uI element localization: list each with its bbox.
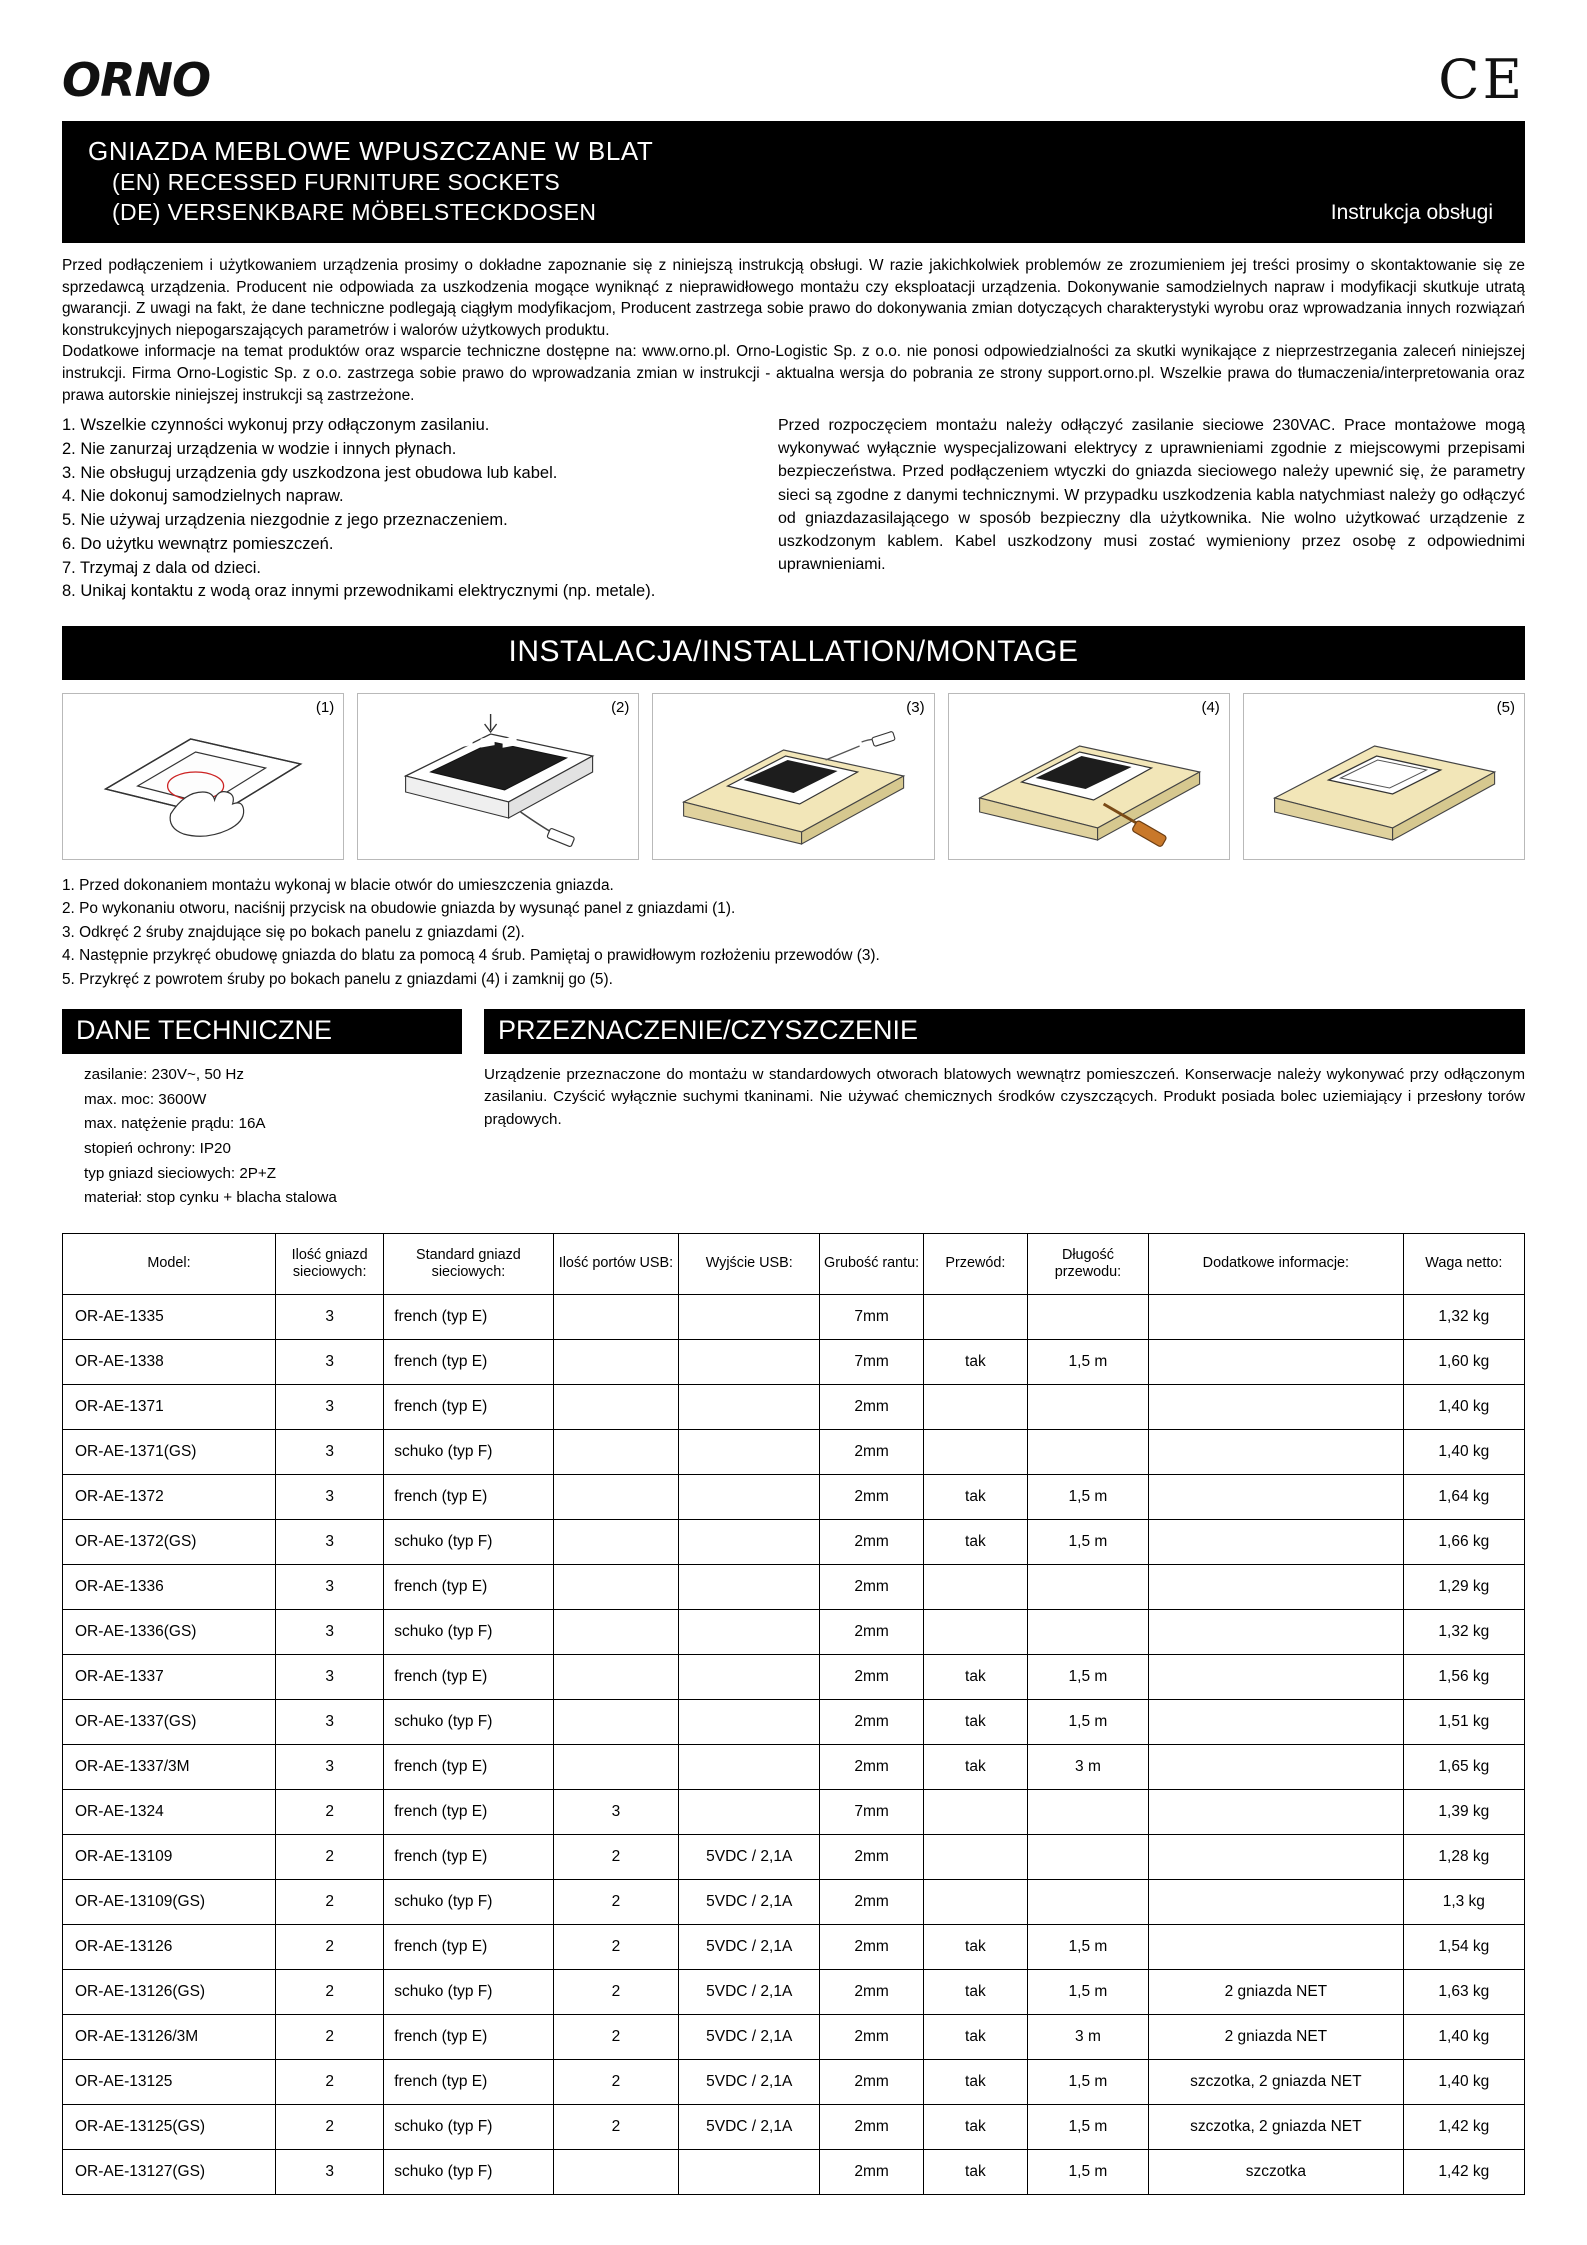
th-usb-output: Wyjście USB:	[679, 1233, 820, 1294]
cell-socket-count: 3	[276, 2149, 384, 2194]
cell-usb-count: 2	[553, 2104, 679, 2149]
cell-usb-output	[679, 1429, 820, 1474]
cell-usb-output	[679, 1519, 820, 1564]
title-band	[62, 121, 1525, 243]
th-net-weight: Waga netto:	[1403, 1233, 1524, 1294]
cell-extra-info	[1149, 1879, 1404, 1924]
safety-item: 6. Do użytku wewnątrz pomieszczeń.	[62, 534, 334, 553]
cell-cable: tak	[924, 2104, 1028, 2149]
cell-model: OR-AE-13126	[63, 1924, 276, 1969]
cell-model: OR-AE-1336(GS)	[63, 1609, 276, 1654]
cell-edge-thickness: 2mm	[820, 2014, 924, 2059]
cell-usb-output: 5VDC / 2,1A	[679, 1924, 820, 1969]
cell-cable: tak	[924, 1924, 1028, 1969]
cell-usb-count	[553, 1744, 679, 1789]
cell-edge-thickness: 2mm	[820, 1744, 924, 1789]
cell-usb-output	[679, 1744, 820, 1789]
cell-edge-thickness: 2mm	[820, 1474, 924, 1519]
cell-cable	[924, 1384, 1028, 1429]
installation-figure-1	[62, 693, 344, 860]
cell-socket-standard: schuko (typ F)	[384, 1609, 553, 1654]
table-row	[63, 1609, 1525, 1654]
cell-extra-info: 2 gniazda NET	[1149, 2014, 1404, 2059]
cell-edge-thickness: 2mm	[820, 1384, 924, 1429]
table-row	[63, 1564, 1525, 1609]
figure-2-illustration	[358, 694, 638, 859]
cell-net-weight: 1,65 kg	[1403, 1744, 1524, 1789]
safety-item: 3. Nie obsługuj urządzenia gdy uszkodzona jest obudowa lub kabel.	[62, 463, 558, 482]
cell-cable: tak	[924, 2014, 1028, 2059]
intro-paragraph-1: Przed podłączeniem i użytkowaniem urządzenia prosimy o dokładne zapoznanie się z niniejszą instrukcją obsługi. W razie jakichkolwiek problemów ze zrozumieniem jej treści prosimy o skontaktowanie się ze sprzedawcą urządzenia. Producent nie odpowiada za uszkodzenia mogące wyniknąć z nieprawidłowego montażu czy eksploatacji urządzenia. Dokonywanie samodzielnych napraw i modyfikacji skutkuje utratą gwarancji. Z uwagi na fakt, że dane techniczne podlegają ciągłym modyfikacjom, Producent zastrzega sobie prawo do dokonywania zmian dotyczących charakterystyki wyrobu oraz wprowadzania innych rozwiązań konstrukcyjnych niepogarszających parametrów i walorów użytkowych produktu.	[62, 257, 1525, 339]
cell-socket-standard: french (typ E)	[384, 1339, 553, 1384]
cell-socket-count: 2	[276, 2014, 384, 2059]
installation-band: INSTALACJA/INSTALLATION/MONTAGE	[62, 626, 1525, 680]
cell-usb-output	[679, 1699, 820, 1744]
technical-block	[62, 1009, 462, 1211]
installation-step: 2. Po wykonaniu otworu, naciśnij przycisk na obudowie gniazda by wysunąć panel z gniazdami (1).	[62, 900, 736, 918]
technical-spec-list	[62, 1054, 462, 1211]
cell-cable-length: 1,5 m	[1027, 1699, 1148, 1744]
cell-edge-thickness: 7mm	[820, 1789, 924, 1834]
cell-extra-info	[1149, 1384, 1404, 1429]
document-header	[62, 0, 1525, 121]
cell-cable	[924, 1834, 1028, 1879]
cell-model: OR-AE-13126(GS)	[63, 1969, 276, 2014]
safety-item: 7. Trzymaj z dala od dzieci.	[62, 558, 261, 577]
cell-socket-count: 3	[276, 1744, 384, 1789]
purpose-text: Urządzenie przeznaczone do montażu w standardowych otworach blatowych wewnątrz pomieszczeń. Konserwacje należy wykonywać przy odłączonym zasilaniu. Czyścić wyłącznie suchymi tkaninami. Nie używać chemicznych środków czyszczących. Produkt posiada bolec uziemiający i przesłony torów prądowych.	[484, 1066, 1525, 1128]
safety-list	[62, 414, 752, 604]
cell-usb-output: 5VDC / 2,1A	[679, 2059, 820, 2104]
th-extra-info: Dodatkowe informacje:	[1149, 1233, 1404, 1294]
cell-socket-count: 2	[276, 2104, 384, 2149]
cell-cable: tak	[924, 2149, 1028, 2194]
cell-socket-count: 3	[276, 1294, 384, 1339]
cell-socket-standard: schuko (typ F)	[384, 1429, 553, 1474]
cell-socket-standard: french (typ E)	[384, 1924, 553, 1969]
cell-socket-standard: french (typ E)	[384, 2014, 553, 2059]
page-title-de: (DE) VERSENKBARE MÖBELSTECKDOSEN	[112, 198, 597, 225]
installation-figure-5	[1243, 693, 1525, 860]
cell-cable-length	[1027, 1384, 1148, 1429]
th-model: Model:	[63, 1233, 276, 1294]
table-row	[63, 1924, 1525, 1969]
cell-socket-standard: schuko (typ F)	[384, 1699, 553, 1744]
cell-usb-count	[553, 1429, 679, 1474]
cell-cable-length	[1027, 1789, 1148, 1834]
cell-usb-output	[679, 1609, 820, 1654]
installation-step: 4. Następnie przykręć obudowę gniazda do blatu za pomocą 4 śrub. Pamiętaj o prawidłowym rozłożeniu przewodów (3).	[62, 947, 880, 965]
cell-usb-output: 5VDC / 2,1A	[679, 1969, 820, 2014]
intro-section	[62, 243, 1525, 408]
table-row	[63, 1879, 1525, 1924]
cell-cable-length	[1027, 1879, 1148, 1924]
cell-cable-length	[1027, 1609, 1148, 1654]
safety-note: Przed rozpoczęciem montażu należy odłączyć zasilanie sieciowe 230VAC. Prace montażowe mogą wykonywać wyłącznie wyspecjalizowani elektrycy z uprawnieniami zgodnie z miejscowymi przepisami bezpieczeństwa. Przed podłączeniem wtyczki do gniazda sieciowego należy upewnić się, że parametry sieci są zgodne z danymi technicznymi. W przypadku uszkodzenia kabla natychmiast należy go odłączyć od gniazdazasilającego w sposób bezpieczny dla użytkownika. Nie wolno użytkować urządzenie z uszkodzonym kablem. Kabel uszkodzony musi zostać wymieniony przez osobę z odpowiednimi uprawnieniami.	[778, 417, 1525, 574]
cell-socket-count: 2	[276, 1879, 384, 1924]
spec-item: zasilanie: 230V~, 50 Hz	[84, 1066, 244, 1084]
cell-usb-output	[679, 1294, 820, 1339]
cell-usb-output	[679, 1474, 820, 1519]
cell-net-weight: 1,28 kg	[1403, 1834, 1524, 1879]
cell-model: OR-AE-1324	[63, 1789, 276, 1834]
intro-paragraph-2: Dodatkowe informacje na temat produktów oraz wsparcie techniczne dostępne na: www.orno.pl. Orno-Logistic Sp. z o.o. nie ponosi odpowiedzialności za skutki wynikające z nieprzestrzegania zaleceń niniejszej instrukcji. Firma Orno-Logistic Sp. z o.o. zastrzega sobie prawo do wprowadzania zmian w instrukcji - aktualna wersja do pobrania ze strony support.orno.pl. Wszelkie prawa do tłumaczenia/interpretowania oraz prawa autorskie niniejszej instrukcji są zastrzeżone.	[62, 343, 1525, 404]
cell-edge-thickness: 2mm	[820, 1519, 924, 1564]
th-cable-length: Długość przewodu:	[1027, 1233, 1148, 1294]
cell-usb-count: 3	[553, 1789, 679, 1834]
cell-model: OR-AE-13109(GS)	[63, 1879, 276, 1924]
cell-model: OR-AE-1335	[63, 1294, 276, 1339]
title-group	[88, 135, 653, 227]
installation-step: 1. Przed dokonaniem montażu wykonaj w blacie otwór do umieszczenia gniazda.	[62, 877, 614, 895]
cell-extra-info	[1149, 1834, 1404, 1879]
cell-socket-count: 3	[276, 1564, 384, 1609]
table-row	[63, 1429, 1525, 1474]
cell-usb-count	[553, 1384, 679, 1429]
cell-net-weight: 1,40 kg	[1403, 1429, 1524, 1474]
installation-figure-4	[948, 693, 1230, 860]
cell-cable: tak	[924, 1969, 1028, 2014]
cell-model: OR-AE-13127(GS)	[63, 2149, 276, 2194]
cell-socket-standard: schuko (typ F)	[384, 2104, 553, 2149]
product-table	[62, 1233, 1525, 2195]
cell-socket-standard: french (typ E)	[384, 2059, 553, 2104]
cell-usb-output: 5VDC / 2,1A	[679, 1834, 820, 1879]
cell-usb-count: 2	[553, 2059, 679, 2104]
cell-cable-length: 1,5 m	[1027, 1339, 1148, 1384]
cell-edge-thickness: 7mm	[820, 1294, 924, 1339]
cell-edge-thickness: 2mm	[820, 1924, 924, 1969]
cell-usb-count: 2	[553, 1969, 679, 2014]
cell-model: OR-AE-1337/3M	[63, 1744, 276, 1789]
cell-usb-count	[553, 2149, 679, 2194]
cell-usb-output	[679, 1384, 820, 1429]
cell-net-weight: 1,40 kg	[1403, 1384, 1524, 1429]
cell-extra-info: 2 gniazda NET	[1149, 1969, 1404, 2014]
table-row	[63, 2104, 1525, 2149]
th-edge-thickness: Grubość rantu:	[820, 1233, 924, 1294]
cell-socket-standard: french (typ E)	[384, 1384, 553, 1429]
figure-number: (5)	[1496, 699, 1516, 717]
th-cable: Przewód:	[924, 1233, 1028, 1294]
cell-socket-standard: french (typ E)	[384, 1654, 553, 1699]
cell-usb-count	[553, 1564, 679, 1609]
cell-model: OR-AE-13125	[63, 2059, 276, 2104]
purpose-block	[484, 1009, 1525, 1131]
technical-purpose-section	[62, 1009, 1525, 1211]
installation-figure-3	[652, 693, 934, 860]
ce-mark-icon: CE	[1438, 48, 1525, 111]
cell-edge-thickness: 2mm	[820, 2104, 924, 2149]
cell-model: OR-AE-13126/3M	[63, 2014, 276, 2059]
table-row	[63, 1294, 1525, 1339]
figure-number: (4)	[1201, 699, 1220, 717]
installation-figures	[62, 693, 1525, 860]
safety-item: 1. Wszelkie czynności wykonuj przy odłączonym zasilaniu.	[62, 416, 490, 435]
cell-edge-thickness: 7mm	[820, 1339, 924, 1384]
figure-4-illustration	[949, 694, 1229, 859]
cell-socket-count: 3	[276, 1429, 384, 1474]
table-row	[63, 1384, 1525, 1429]
cell-socket-count: 3	[276, 1654, 384, 1699]
cell-socket-standard: french (typ E)	[384, 1834, 553, 1879]
cell-model: OR-AE-1338	[63, 1339, 276, 1384]
page-title: GNIAZDA MEBLOWE WPUSZCZANE W BLAT	[88, 136, 654, 166]
purpose-heading: PRZEZNACZENIE/CZYSZCZENIE	[484, 1009, 1525, 1054]
cell-usb-count	[553, 1699, 679, 1744]
cell-usb-count	[553, 1294, 679, 1339]
cell-cable: tak	[924, 1654, 1028, 1699]
table-row	[63, 1789, 1525, 1834]
cell-net-weight: 1,60 kg	[1403, 1339, 1524, 1384]
spec-item: stopień ochrony: IP20	[84, 1139, 231, 1157]
cell-cable: tak	[924, 1339, 1028, 1384]
cell-usb-output	[679, 2149, 820, 2194]
cell-socket-count: 2	[276, 1834, 384, 1879]
cell-socket-standard: french (typ E)	[384, 1474, 553, 1519]
safety-item: 5. Nie używaj urządzenia niezgodnie z jego przeznaczeniem.	[62, 511, 508, 530]
cell-model: OR-AE-13109	[63, 1834, 276, 1879]
cell-cable-length: 1,5 m	[1027, 1654, 1148, 1699]
safety-item: 4. Nie dokonuj samodzielnych napraw.	[62, 487, 344, 506]
cell-cable	[924, 1789, 1028, 1834]
cell-net-weight: 1,3 kg	[1403, 1879, 1524, 1924]
cell-extra-info: szczotka, 2 gniazda NET	[1149, 2104, 1404, 2149]
cell-socket-count: 3	[276, 1519, 384, 1564]
cell-socket-standard: schuko (typ F)	[384, 2149, 553, 2194]
cell-cable: tak	[924, 1744, 1028, 1789]
cell-net-weight: 1,54 kg	[1403, 1924, 1524, 1969]
cell-cable-length: 1,5 m	[1027, 2149, 1148, 2194]
cell-cable-length: 1,5 m	[1027, 1924, 1148, 1969]
cell-cable: tak	[924, 2059, 1028, 2104]
cell-socket-count: 3	[276, 1384, 384, 1429]
cell-cable-length: 1,5 m	[1027, 2104, 1148, 2149]
table-row	[63, 2059, 1525, 2104]
cell-cable: tak	[924, 1699, 1028, 1744]
cell-cable: tak	[924, 1519, 1028, 1564]
cell-cable-length	[1027, 1564, 1148, 1609]
cell-extra-info	[1149, 1474, 1404, 1519]
cell-extra-info: szczotka	[1149, 2149, 1404, 2194]
cell-usb-output	[679, 1564, 820, 1609]
cell-usb-count	[553, 1654, 679, 1699]
cell-socket-count: 2	[276, 2059, 384, 2104]
figure-1-illustration	[63, 694, 343, 859]
cell-edge-thickness: 2mm	[820, 1609, 924, 1654]
cell-usb-output	[679, 1654, 820, 1699]
th-socket-count: Ilość gniazd sieciowych:	[276, 1233, 384, 1294]
cell-usb-output	[679, 1789, 820, 1834]
cell-cable-length: 1,5 m	[1027, 2059, 1148, 2104]
cell-socket-standard: french (typ E)	[384, 1744, 553, 1789]
spec-item: materiał: stop cynku + blacha stalowa	[84, 1189, 337, 1207]
cell-net-weight: 1,40 kg	[1403, 2059, 1524, 2104]
cell-usb-count: 2	[553, 1879, 679, 1924]
cell-model: OR-AE-1372	[63, 1474, 276, 1519]
safety-item: 8. Unikaj kontaktu z wodą oraz innymi przewodnikami elektrycznymi (np. metale).	[62, 582, 656, 601]
cell-socket-count: 3	[276, 1339, 384, 1384]
table-row	[63, 1699, 1525, 1744]
safety-section	[62, 408, 1525, 604]
cell-extra-info	[1149, 1609, 1404, 1654]
cell-cable	[924, 1294, 1028, 1339]
spec-item: max. natężenie prądu: 16A	[84, 1115, 266, 1133]
cell-edge-thickness: 2mm	[820, 1879, 924, 1924]
table-row	[63, 1339, 1525, 1384]
cell-usb-count: 2	[553, 1834, 679, 1879]
table-header-row	[63, 1233, 1525, 1294]
cell-cable	[924, 1429, 1028, 1474]
cell-socket-count: 3	[276, 1474, 384, 1519]
cell-socket-standard: french (typ E)	[384, 1564, 553, 1609]
cell-cable-length	[1027, 1429, 1148, 1474]
cell-extra-info	[1149, 1744, 1404, 1789]
cell-cable-length: 1,5 m	[1027, 1969, 1148, 2014]
cell-usb-output: 5VDC / 2,1A	[679, 1879, 820, 1924]
safety-item: 2. Nie zanurzaj urządzenia w wodzie i innych płynach.	[62, 439, 457, 458]
cell-edge-thickness: 2mm	[820, 1699, 924, 1744]
cell-edge-thickness: 2mm	[820, 1564, 924, 1609]
cell-cable-length: 3 m	[1027, 1744, 1148, 1789]
cell-cable: tak	[924, 1474, 1028, 1519]
cell-net-weight: 1,66 kg	[1403, 1519, 1524, 1564]
spec-item: max. moc: 3600W	[84, 1090, 207, 1108]
table-row	[63, 1519, 1525, 1564]
cell-cable-length: 1,5 m	[1027, 1474, 1148, 1519]
cell-usb-count	[553, 1339, 679, 1384]
cell-net-weight: 1,29 kg	[1403, 1564, 1524, 1609]
cell-usb-count	[553, 1519, 679, 1564]
cell-net-weight: 1,42 kg	[1403, 2149, 1524, 2194]
table-row	[63, 1474, 1525, 1519]
cell-net-weight: 1,32 kg	[1403, 1609, 1524, 1654]
cell-usb-output: 5VDC / 2,1A	[679, 2014, 820, 2059]
table-row	[63, 1969, 1525, 2014]
manual-label: Instrukcja obsługi	[1330, 201, 1493, 225]
cell-edge-thickness: 2mm	[820, 1429, 924, 1474]
cell-usb-output	[679, 1339, 820, 1384]
table-row	[63, 2014, 1525, 2059]
cell-edge-thickness: 2mm	[820, 1834, 924, 1879]
cell-socket-standard: french (typ E)	[384, 1789, 553, 1834]
cell-usb-count	[553, 1609, 679, 1654]
cell-socket-count: 2	[276, 1969, 384, 2014]
cell-extra-info	[1149, 1339, 1404, 1384]
cell-model: OR-AE-1372(GS)	[63, 1519, 276, 1564]
cell-model: OR-AE-13125(GS)	[63, 2104, 276, 2149]
cell-net-weight: 1,32 kg	[1403, 1294, 1524, 1339]
cell-extra-info	[1149, 1429, 1404, 1474]
cell-socket-count: 3	[276, 1609, 384, 1654]
cell-net-weight: 1,40 kg	[1403, 2014, 1524, 2059]
cell-cable-length	[1027, 1294, 1148, 1339]
figure-3-illustration	[653, 694, 933, 859]
cell-socket-standard: schuko (typ F)	[384, 1519, 553, 1564]
cell-edge-thickness: 2mm	[820, 2059, 924, 2104]
th-usb-count: Ilość portów USB:	[553, 1233, 679, 1294]
installation-figure-2	[357, 693, 639, 860]
installation-step: 5. Przykręć z powrotem śruby po bokach panelu z gniazdami (4) i zamknij go (5).	[62, 970, 613, 988]
cell-cable-length: 1,5 m	[1027, 1519, 1148, 1564]
table-row	[63, 1654, 1525, 1699]
cell-model: OR-AE-1371(GS)	[63, 1429, 276, 1474]
cell-socket-count: 2	[276, 1924, 384, 1969]
cell-model: OR-AE-1337(GS)	[63, 1699, 276, 1744]
cell-model: OR-AE-1337	[63, 1654, 276, 1699]
figure-number: (3)	[906, 699, 925, 717]
cell-net-weight: 1,39 kg	[1403, 1789, 1524, 1834]
figure-number: (1)	[315, 699, 335, 717]
cell-socket-standard: french (typ E)	[384, 1294, 553, 1339]
table-body	[63, 1294, 1525, 2194]
installation-step: 3. Odkręć 2 śruby znajdujące się po bokach panelu z gniazdami (2).	[62, 923, 525, 941]
cell-socket-count: 3	[276, 1699, 384, 1744]
cell-extra-info	[1149, 1294, 1404, 1339]
th-socket-standard: Standard gniazd sieciowych:	[384, 1233, 553, 1294]
cell-extra-info	[1149, 1699, 1404, 1744]
installation-steps	[62, 860, 1525, 991]
cell-net-weight: 1,64 kg	[1403, 1474, 1524, 1519]
page-title-en: (EN) RECESSED FURNITURE SOCKETS	[112, 169, 561, 196]
cell-cable	[924, 1609, 1028, 1654]
cell-usb-count	[553, 1474, 679, 1519]
cell-extra-info	[1149, 1789, 1404, 1834]
cell-edge-thickness: 2mm	[820, 1654, 924, 1699]
cell-net-weight: 1,42 kg	[1403, 2104, 1524, 2149]
cell-socket-standard: schuko (typ F)	[384, 1879, 553, 1924]
cell-usb-count: 2	[553, 2014, 679, 2059]
cell-cable-length: 3 m	[1027, 2014, 1148, 2059]
cell-edge-thickness: 2mm	[820, 1969, 924, 2014]
figure-number: (2)	[611, 699, 630, 717]
cell-extra-info	[1149, 1654, 1404, 1699]
table-row	[63, 1744, 1525, 1789]
figure-5-illustration	[1244, 694, 1524, 859]
cell-usb-count: 2	[553, 1924, 679, 1969]
cell-usb-output: 5VDC / 2,1A	[679, 2104, 820, 2149]
cell-model: OR-AE-1336	[63, 1564, 276, 1609]
cell-net-weight: 1,56 kg	[1403, 1654, 1524, 1699]
cell-cable	[924, 1879, 1028, 1924]
spec-item: typ gniazd sieciowych: 2P+Z	[84, 1164, 277, 1182]
cell-extra-info	[1149, 1564, 1404, 1609]
cell-extra-info	[1149, 1519, 1404, 1564]
cell-extra-info: szczotka, 2 gniazda NET	[1149, 2059, 1404, 2104]
cell-edge-thickness: 2mm	[820, 2149, 924, 2194]
cell-socket-standard: schuko (typ F)	[384, 1969, 553, 2014]
cell-net-weight: 1,51 kg	[1403, 1699, 1524, 1744]
orno-logo: ORNO	[62, 52, 211, 107]
technical-heading: DANE TECHNICZNE	[62, 1009, 462, 1054]
table-row	[63, 1834, 1525, 1879]
cell-extra-info	[1149, 1924, 1404, 1969]
cell-net-weight: 1,63 kg	[1403, 1969, 1524, 2014]
cell-cable-length	[1027, 1834, 1148, 1879]
cell-socket-count: 2	[276, 1789, 384, 1834]
cell-model: OR-AE-1371	[63, 1384, 276, 1429]
table-row	[63, 2149, 1525, 2194]
cell-cable	[924, 1564, 1028, 1609]
